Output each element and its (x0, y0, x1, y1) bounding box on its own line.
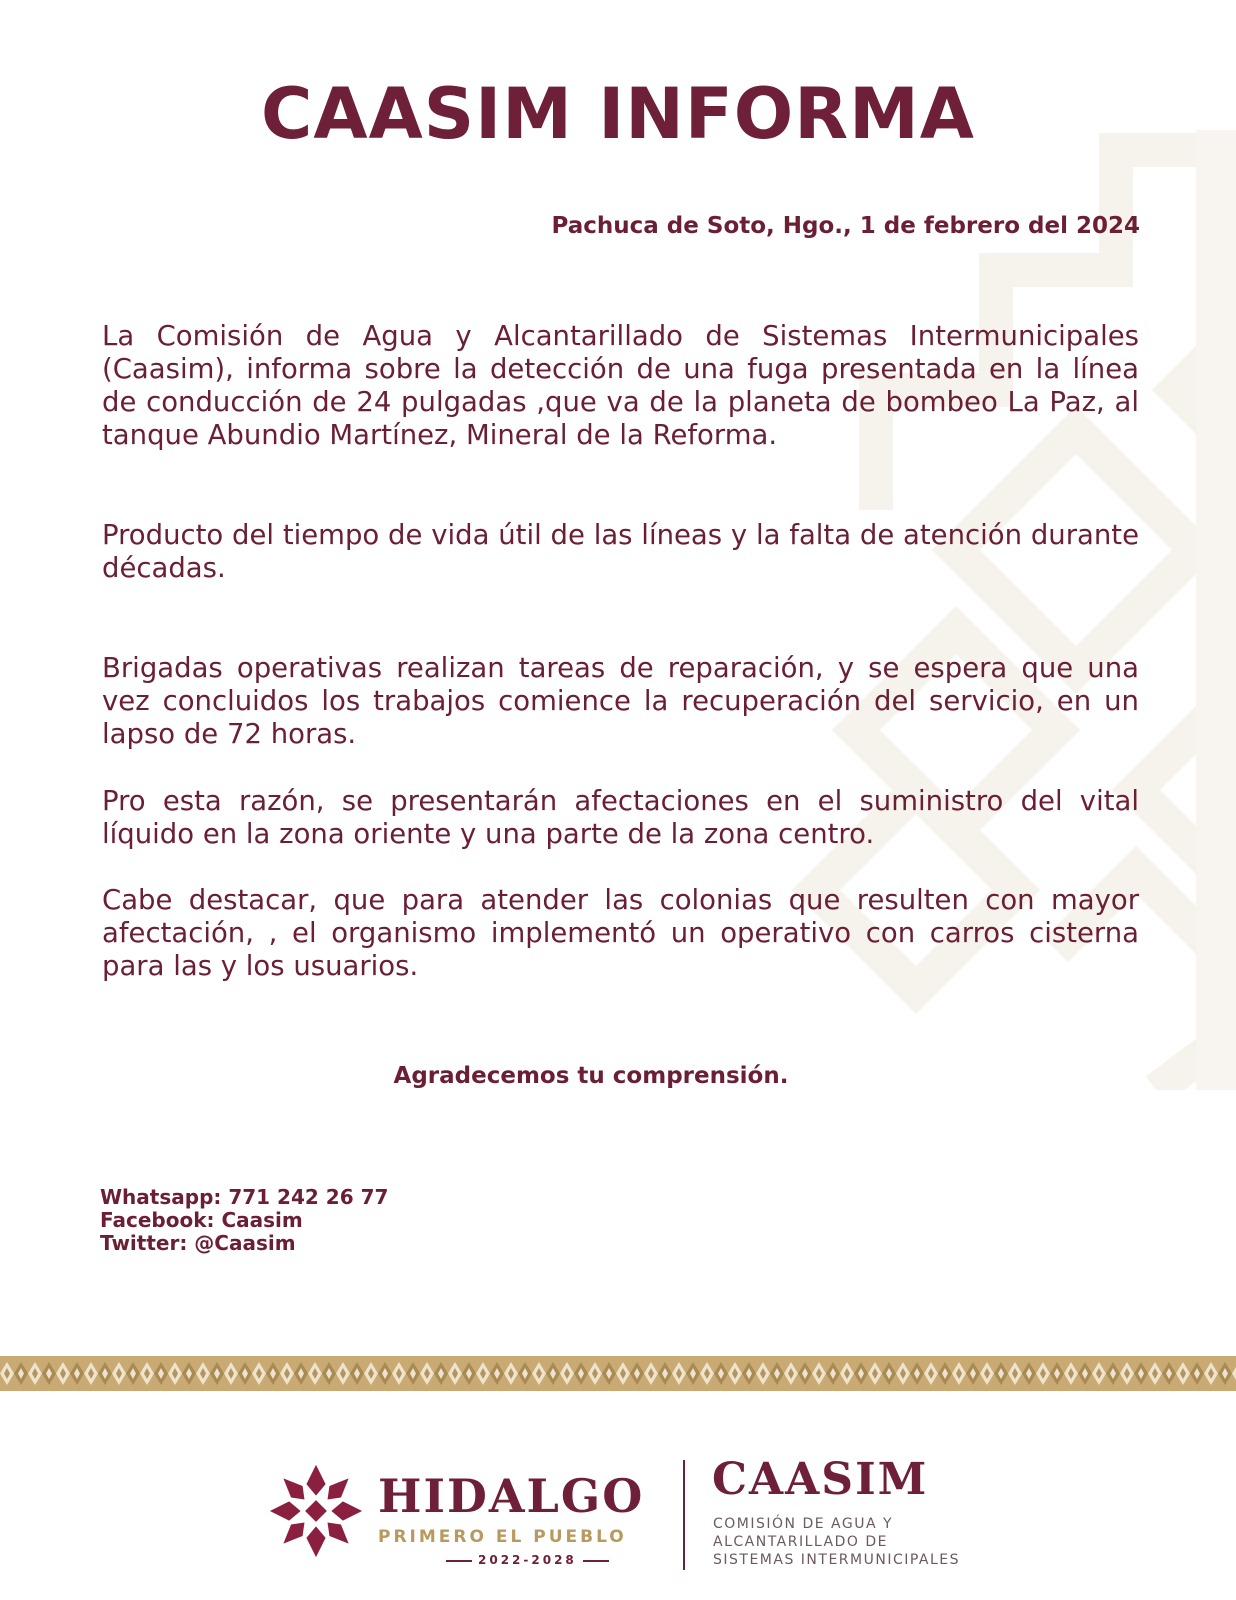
logo-divider (683, 1460, 685, 1570)
footer-logos (0, 1455, 1236, 1575)
caasim-subtitle-line: ALCANTARILLADO DE (713, 1534, 888, 1550)
years-left-line (446, 1560, 472, 1562)
contact-info (100, 1186, 388, 1255)
paragraph-repair: Brigadas operativas realizan tareas de reparación, y se espera que una vez concluidos los trabajos comience la recuperación del servicio, en un lapso de 72 horas. (102, 652, 1139, 750)
hidalgo-star-icon (268, 1463, 364, 1559)
hidalgo-years-text: 2022-2028 (478, 1553, 577, 1567)
contact-twitter: Twitter: @Caasim (100, 1231, 296, 1255)
years-right-line (583, 1560, 609, 1562)
contact-whatsapp: Whatsapp: 771 242 26 77 (100, 1185, 389, 1209)
contact-facebook: Facebook: Caasim (100, 1208, 303, 1232)
date-line: Pachuca de Soto, Hgo., 1 de febrero del 2024 (551, 213, 1140, 239)
paragraph-leak-detection: La Comisión de Agua y Alcantarillado de Sistemas Intermunicipales (Caasim), informa sobre la detección de una fuga presentada en la línea de conducción de 24 pulgadas ,que va de la planeta de bombeo La Paz, al tanque Abundio Martínez, Mineral de la Reforma. (102, 320, 1139, 451)
closing-thanks: Agradecemos tu comprensión. (393, 1063, 789, 1089)
caasim-subtitle-line: COMISIÓN DE AGUA Y (713, 1516, 894, 1532)
paragraph-tanker-trucks: Cabe destacar, que para atender las colonias que resulten con mayor afectación, , el organismo implementó un operativo con carros cisterna para las y los usuarios. (102, 884, 1139, 982)
hidalgo-name: HIDALGO (378, 1469, 645, 1523)
page-title: CAASIM INFORMA (261, 73, 975, 155)
hidalgo-slogan: PRIMERO EL PUEBLO (378, 1527, 627, 1547)
paragraph-cause: Producto del tiempo de vida útil de las líneas y la falta de atención durante décadas. (102, 519, 1139, 584)
hidalgo-years (440, 1553, 615, 1567)
caasim-subtitle (713, 1515, 960, 1569)
caasim-subtitle-line: SISTEMAS INTERMUNICIPALES (713, 1552, 961, 1568)
paragraph-affected-zones: Pro esta razón, se presentarán afectaciones en el suministro del vital líquido en la zona oriente y una parte de la zona centro. (102, 785, 1139, 850)
caasim-logo-name: CAASIM (712, 1454, 929, 1505)
decorative-band (0, 1356, 1236, 1391)
